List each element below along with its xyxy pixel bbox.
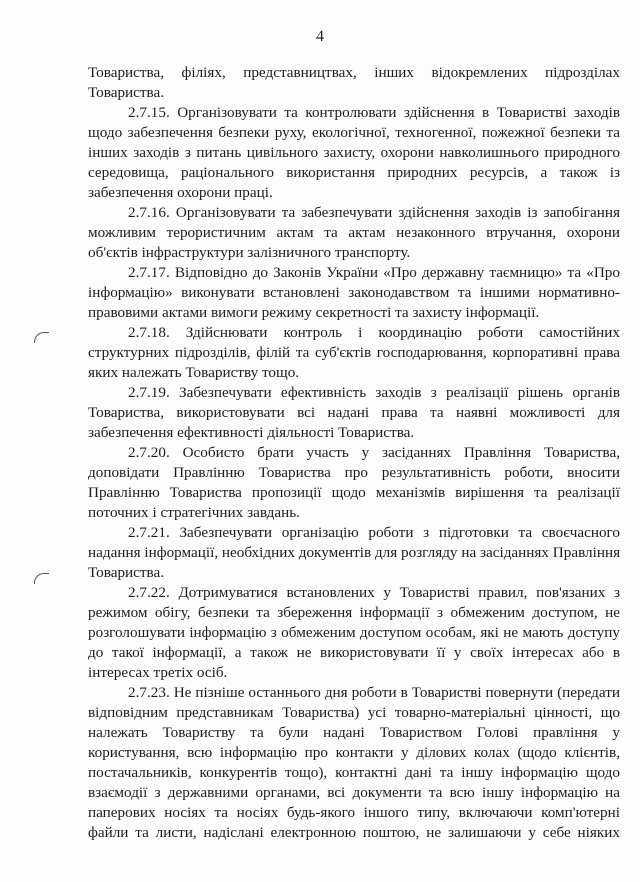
text-line: Товариства.	[88, 84, 165, 101]
text-line: структурних підрозділів, філій та суб'єктів господарювання, корпоративні права	[88, 344, 620, 361]
text-line: паперових носіях та носіях будь-якого іншого типу, включаючи комп'ютерні	[88, 804, 620, 821]
text-line: користування, всю інформацію про контакти у ділових колах (щодо клієнтів,	[88, 744, 620, 761]
text-line: інтересах третіх осіб.	[88, 664, 228, 681]
text-line: забезпечення ефективності діяльності Товариства.	[88, 424, 415, 441]
text-line: забезпечення охорони праці.	[88, 184, 273, 201]
text-line: 2.7.22. Дотримуватися встановлених у Товаристві правил, пов'язаних з	[128, 584, 620, 601]
text-line: 2.7.15. Організовувати та контролювати здійснення в Товаристві заходів	[128, 104, 620, 121]
text-line: 2.7.23. Не пізніше останнього дня роботи в Товаристві повернути (передати	[128, 684, 620, 701]
text-line: Товариства, філіях, представництвах, інших відокремлених підрозділах	[88, 64, 620, 81]
text-line: яких належать Товариству тощо.	[88, 364, 300, 381]
document-body	[88, 63, 620, 843]
text-line: 2.7.17. Відповідно до Законів України «Про державну таємницю» та «Про	[128, 264, 620, 281]
text-line: постачальників, конкурентів тощо), контактні дані та іншу інформацію щодо	[88, 764, 620, 781]
page-number: 4	[316, 28, 324, 45]
text-line: доповідати Правлінню Товариства про результативність роботи, вносити	[88, 464, 620, 481]
text-line: середовища, раціонального використання природних ресурсів, а також із	[88, 164, 620, 181]
text-line: Товариства.	[88, 564, 165, 581]
text-line: до такої інформації, а також не використовувати її у своїх інтересах або в	[88, 644, 620, 661]
text-line: інформацію» виконувати встановлені законодавством та іншими нормативно-	[88, 284, 620, 301]
text-line: розголошувати інформацію з обмеженим доступом особам, які не мають доступу	[88, 624, 620, 641]
text-line: надання інформації, необхідних документів для розгляду на засіданнях Правління	[88, 544, 620, 561]
text-line: правовими актами вимоги режиму секретності та захисту інформації.	[88, 304, 540, 321]
text-line: взаємодії з державними органами, всі документи та всю іншу інформацію на	[88, 784, 620, 801]
text-line: належать Товариству та були надані Товариством Голові правління у	[88, 724, 620, 741]
text-line: Товариства, використовувати всі надані права та наявні можливості для	[88, 404, 620, 421]
text-line: можливим терористичним актам та актам незаконного втручання, охорони	[88, 224, 620, 241]
text-line: відповідним представникам Товариства) усі товарно-матеріальні цінності, що	[88, 704, 620, 721]
margin-mark	[34, 573, 49, 584]
text-line: інших заходів з питань цивільного захисту, охорони навколишнього природного	[88, 144, 620, 161]
text-line: об'єктів інфраструктури залізничного транспорту.	[88, 244, 411, 261]
text-line: Правлінню Товариства пропозиції щодо механізмів вирішення та реалізації	[88, 484, 620, 501]
text-line: поточних і стратегічних завдань.	[88, 504, 300, 521]
text-line: 2.7.16. Організовувати та забезпечувати здійснення заходів із запобігання	[128, 204, 620, 221]
text-line: 2.7.18. Здійснювати контроль і координацію роботи самостійних	[128, 324, 620, 341]
text-line: режимом обігу, безпеки та збереження інформації з обмеженим доступом, не	[88, 604, 620, 621]
margin-mark	[34, 332, 49, 343]
text-line: файли та листи, надіслані електронною поштою, не залишаючи у себе ніяких	[88, 824, 620, 841]
text-line: щодо забезпечення безпеки руху, екологічної, техногенної, пожежної безпеки та	[88, 124, 620, 141]
text-line: 2.7.20. Особисто брати участь у засіданнях Правління Товариства,	[128, 444, 620, 461]
text-line: 2.7.19. Забезпечувати ефективність заходів з реалізації рішень органів	[128, 384, 620, 401]
text-line: 2.7.21. Забезпечувати організацію роботи з підготовки та своєчасного	[128, 524, 620, 541]
